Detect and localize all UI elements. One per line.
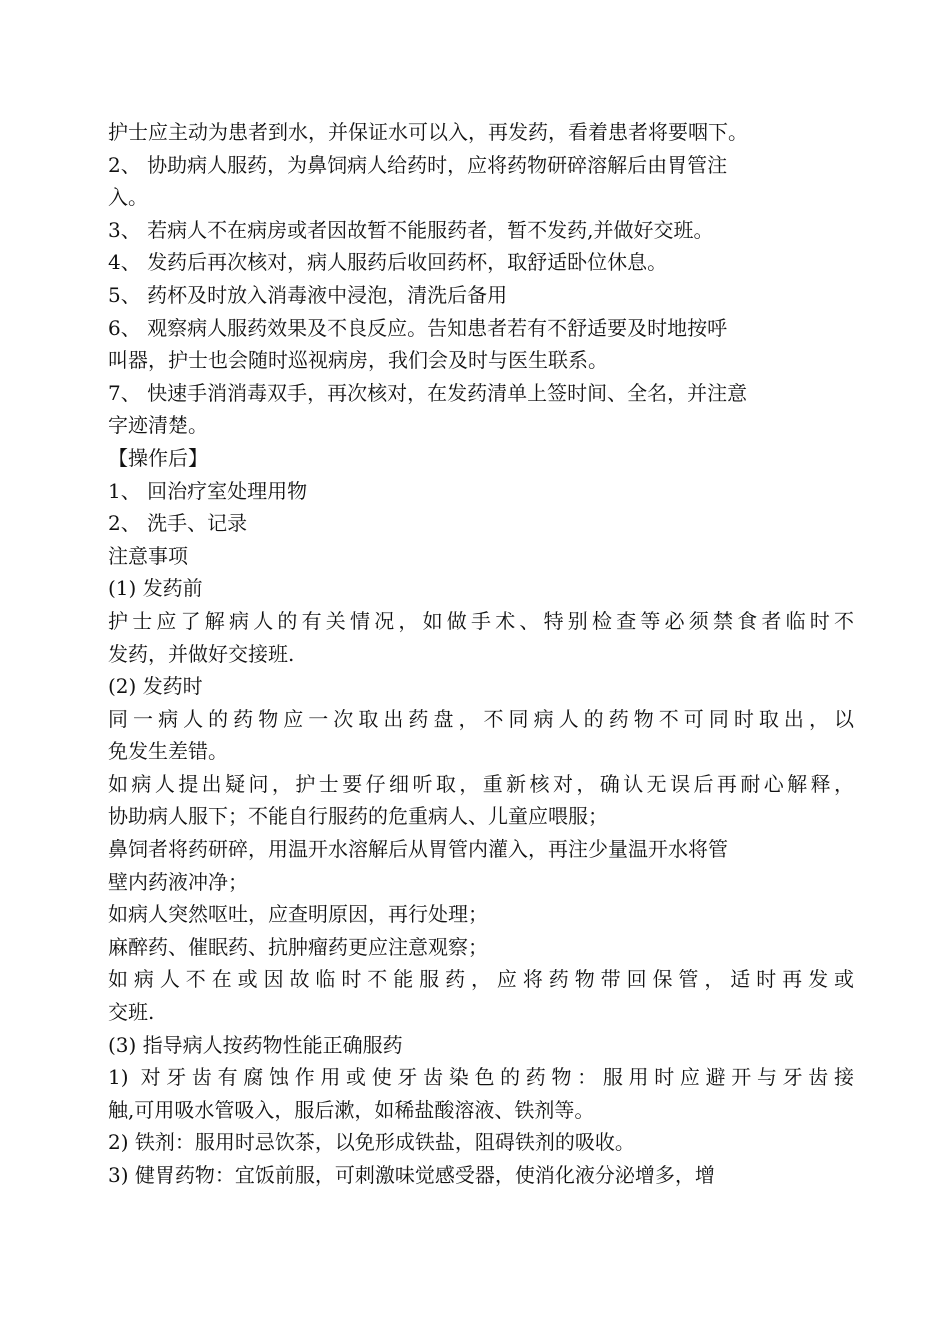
text-line-27: 如病人不在或因故临时不能服药，应将药物带回保管，适时再发或 (108, 967, 854, 992)
text-line-6: 5、 药杯及时放入消毒液中浸泡，清洗后备用 (108, 282, 508, 307)
text-line-12: 1、 回治疗室处理用物 (108, 478, 308, 503)
text-line-23: 鼻饲者将药研碎，用温开水溶解后从胃管内灌入，再注少量温开水将管 (108, 837, 728, 862)
text-line-7: 6、 观察病人服药效果及不良反应。告知患者若有不舒适要及时地按呼 (108, 315, 728, 340)
text-line-25: 如病人突然呕吐，应查明原因，再行处理； (108, 902, 488, 927)
text-line-21: 如病人提出疑问，护士要仔细听取，重新核对，确认无误后再耐心解释， (108, 771, 854, 796)
text-line-19: 同一病人的药物应一次取出药盘，不同病人的药物不可同时取出，以 (108, 706, 854, 731)
text-line-8: 叫器，护士也会随时巡视病房，我们会及时与医生联系。 (108, 348, 608, 373)
text-line-18: (2) 发药时 (108, 674, 203, 699)
text-line-30: 1) 对牙齿有腐蚀作用或使牙齿染色的药物：服用时应避开与牙齿接 (108, 1065, 854, 1090)
text-line-26: 麻醉药、催眠药、抗肿瘤药更应注意观察； (108, 934, 488, 959)
text-line-10: 字迹清楚。 (108, 413, 208, 438)
text-line-3: 入。 (108, 185, 148, 210)
text-line-4: 3、 若病人不在病房或者因故暂不能服药者，暂不发药,并做好交班。 (108, 217, 714, 242)
text-line-15: (1) 发药前 (108, 576, 203, 601)
text-line-17: 发药，并做好交接班. (108, 641, 295, 666)
text-line-20: 免发生差错。 (108, 739, 228, 764)
text-line-22: 协助病人服下；不能自行服药的危重病人、儿童应喂服； (108, 804, 608, 829)
text-line-24: 壁内药液冲净； (108, 869, 248, 894)
section-heading-after-operation: 【操作后】 (108, 445, 208, 470)
text-line-16: 护士应了解病人的有关情况，如做手术、特别检查等必须禁食者临时不 (108, 608, 854, 633)
text-line-29: (3) 指导病人按药物性能正确服药 (108, 1032, 403, 1057)
text-line-2: 2、 协助病人服药，为鼻饲病人给药时，应将药物研碎溶解后由胃管注 (108, 152, 728, 177)
text-line-9: 7、 快速手消消毒双手，再次核对，在发药清单上签时间、全名，并注意 (108, 380, 748, 405)
text-line-13: 2、 洗手、记录 (108, 511, 248, 536)
text-line-5: 4、 发药后再次核对，病人服药后收回药杯，取舒适卧位休息。 (108, 250, 668, 275)
text-line-33: 3) 健胃药物：宜饭前服，可刺激味觉感受器，使消化液分泌增多，增 (108, 1163, 715, 1187)
text-line-1: 护士应主动为患者到水，并保证水可以入，再发药，看着患者将要咽下。 (108, 120, 748, 144)
document-body (108, 116, 854, 1192)
text-line-31: 触,可用吸水管吸入，服后漱，如稀盐酸溶液、铁剂等。 (108, 1097, 595, 1122)
text-line-28: 交班. (108, 1000, 155, 1025)
section-heading-notes: 注意事项 (108, 543, 188, 568)
text-line-32: 2) 铁剂：服用时忌饮茶，以免形成铁盐，阻碍铁剂的吸收。 (108, 1130, 635, 1155)
